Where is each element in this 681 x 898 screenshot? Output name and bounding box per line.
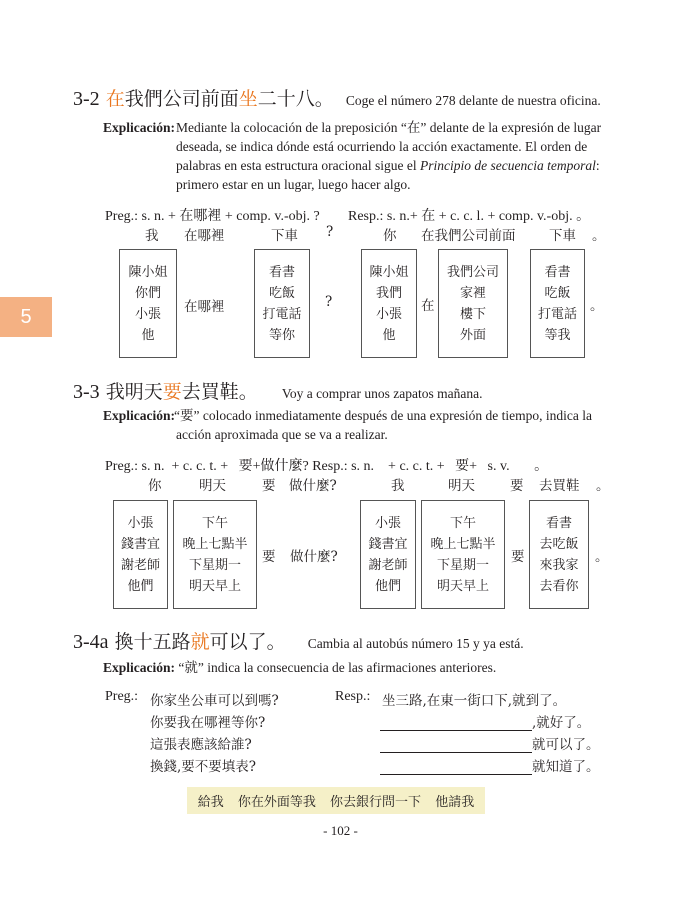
fixed-word: 做什麼? bbox=[290, 549, 338, 565]
section-3-4a-title bbox=[73, 627, 524, 654]
chapter-tab: 5 bbox=[0, 297, 52, 337]
example-word: 要 bbox=[262, 478, 276, 494]
explanation: Explicación: “就” indica la consecuencia de las afirmaciones anteriores. bbox=[103, 660, 497, 675]
title-text: 我們公司前面 bbox=[124, 88, 239, 110]
substitution-box: 小張 錢書宜 謝老師 他們 bbox=[360, 500, 416, 609]
period: 。 bbox=[595, 549, 609, 565]
explanation-body: “要” colocado inmediatamente después de una expresión de tiempo, indica la acción aproximada que se va a realizar. bbox=[174, 408, 592, 442]
answer: 坐三路,在東一街口下,就到了。 bbox=[382, 693, 567, 709]
question: 你要我在哪裡等你? bbox=[150, 715, 266, 731]
explanation-label: Explicación: bbox=[103, 408, 176, 423]
grammar-highlight: 就 bbox=[190, 631, 210, 653]
substitution-box: 陳小姐 我們 小張 他 bbox=[361, 249, 417, 358]
answer-row: ,就好了。 bbox=[380, 711, 590, 731]
substitution-box: 看書 去吃飯 來我家 去看你 bbox=[529, 500, 589, 609]
explanation-label: Explicación: bbox=[103, 120, 176, 135]
substitution-box: 下午 晚上七點半 下星期一 明天早上 bbox=[421, 500, 505, 609]
question: 你家坐公車可以到嗎? bbox=[150, 693, 279, 709]
question-label: Preg.: bbox=[105, 689, 139, 704]
title-text: 去買鞋。 bbox=[181, 381, 258, 403]
pattern-answer: Resp.: s. n.+ 在 + c. c. l. + comp. v.-obj. 。 bbox=[348, 209, 591, 224]
example-word: 明天 bbox=[448, 478, 475, 494]
section-number: 3-4a bbox=[73, 631, 109, 653]
section-number: 3-2 bbox=[73, 88, 100, 110]
substitution-box: 下午 晚上七點半 下星期一 明天早上 bbox=[173, 500, 257, 609]
example-word: 。 bbox=[596, 478, 610, 494]
question: 換錢,要不要填表? bbox=[150, 759, 257, 775]
section-number: 3-3 bbox=[73, 381, 100, 403]
example-word: 。 bbox=[592, 228, 606, 244]
substitution-box: 看書 吃飯 打電話 等你 bbox=[254, 249, 310, 358]
pattern-question: Preg.: s. n. + c. c. t. + 要+做什麼? Resp.: s. n. + c. c. t. + 要+ s. v. 。 bbox=[105, 459, 549, 474]
fixed-word: 要 bbox=[511, 549, 525, 565]
example-word: 去買鞋 bbox=[539, 478, 580, 494]
answer-blank[interactable] bbox=[380, 738, 532, 753]
section-3-3-title bbox=[73, 377, 483, 404]
example-word: 做什麼? bbox=[289, 478, 337, 494]
title-translation: Cambia al autobús número 15 y ya está. bbox=[307, 636, 524, 651]
example-word: 你 bbox=[383, 228, 397, 244]
example-word: 在哪裡 bbox=[184, 228, 225, 244]
grammar-highlight: 要 bbox=[162, 381, 182, 403]
period: 。 bbox=[590, 298, 604, 314]
title-text: 我明天 bbox=[105, 381, 163, 403]
substitution-box: 看書 吃飯 打電話 等我 bbox=[530, 249, 585, 358]
example-word: 下車 bbox=[549, 228, 576, 244]
example-word: 在我們公司前面 bbox=[421, 228, 516, 244]
fixed-word: 在 bbox=[421, 298, 435, 314]
question: 這張表應該給誰? bbox=[150, 737, 252, 753]
example-word: 我 bbox=[391, 478, 405, 494]
word-bank: 給我 你在外面等我 你去銀行問一下 他請我 bbox=[187, 787, 485, 814]
grammar-highlight: 在 bbox=[105, 88, 125, 110]
title-text: 換十五路 bbox=[114, 631, 191, 653]
answer-row: 就知道了。 bbox=[380, 755, 600, 775]
explanation-body: Mediante la colocación de la preposición “在” delante de la expresión de lugar deseada, se indica dónde está ocurriendo la acción exactamente. El orden de palabras en esta estructura oracional sigue el Principio de secuencia temporal: primero estar en un lugar, luego hacer algo. bbox=[176, 120, 602, 192]
example-word: ? bbox=[326, 224, 334, 240]
example-word: 我 bbox=[145, 228, 159, 244]
title-translation: Coge el número 278 delante de nuestra oficina. bbox=[345, 93, 601, 108]
substitution-box: 我們公司 家裡 樓下 外面 bbox=[438, 249, 508, 358]
fixed-word: 要 bbox=[262, 549, 276, 565]
answer-blank[interactable] bbox=[380, 716, 532, 731]
example-word: 你 bbox=[148, 478, 162, 494]
section-3-2-title bbox=[73, 84, 601, 111]
answer-label: Resp.: bbox=[335, 689, 371, 704]
grammar-highlight: 坐 bbox=[238, 88, 258, 110]
example-word: 下車 bbox=[271, 228, 298, 244]
substitution-box: 陳小姐 你們 小張 他 bbox=[119, 249, 177, 358]
question-mark: ? bbox=[325, 294, 333, 310]
example-word: 要 bbox=[510, 478, 524, 494]
answer-blank[interactable] bbox=[380, 760, 532, 775]
title-translation: Voy a comprar unos zapatos mañana. bbox=[281, 386, 483, 401]
page-number: - 102 - bbox=[323, 823, 358, 838]
fixed-word: 在哪裡 bbox=[184, 299, 225, 315]
pattern-question: Preg.: s. n. + 在哪裡 + comp. v.-obj. ? bbox=[105, 209, 320, 224]
substitution-box: 小張 錢書宜 謝老師 他們 bbox=[113, 500, 168, 609]
example-word: 明天 bbox=[199, 478, 226, 494]
title-text: 二十八。 bbox=[257, 88, 334, 110]
title-text: 可以了。 bbox=[209, 631, 286, 653]
answer-row: 就可以了。 bbox=[380, 733, 600, 753]
